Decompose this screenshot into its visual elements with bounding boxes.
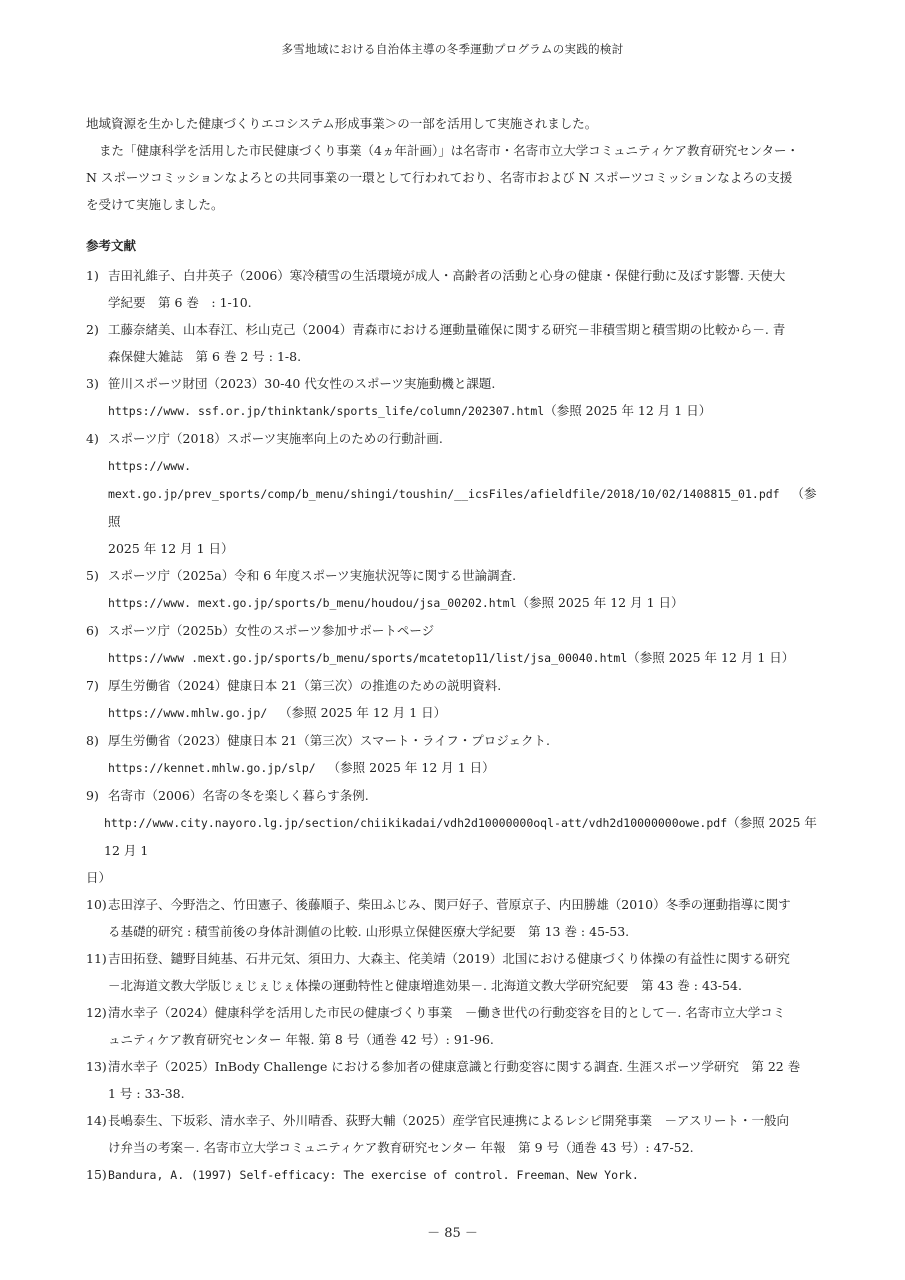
reference-5 [86, 562, 826, 617]
reference-text-cont: け弁当の考案－. 名寄市立大学コミュニティケア教育研究センター 年報 第 9 号（通巻 43 号）: 47-52. [108, 1140, 694, 1155]
reference-text: 長嶋泰生、下坂彩、清水幸子、外川晴香、荻野大輔（2025）産学官民連携によるレシピ開発事業 －アスリート・一般向 [108, 1113, 790, 1128]
reference-9 [86, 782, 826, 891]
paragraph-2-line-1: また「健康科学を活用した市民健康づくり事業（4ヵ年計画）」は名寄市・名寄市立大学コミュニティケア教育研究センター・ [99, 143, 799, 158]
page-number: － 85 － [427, 1226, 478, 1241]
reference-number: 13) [86, 1059, 107, 1074]
reference-number: 4) [86, 431, 99, 446]
reference-text-cont: 学紀要 第 6 巻 : 1-10. [108, 295, 252, 310]
references-heading: 参考文献 [86, 238, 137, 253]
reference-text: 笹川スポーツ財団（2023）30-40 代女性のスポーツ実施動機と課題. [108, 376, 496, 391]
paragraph-2-line-3: を受けて実施しました。 [86, 197, 224, 212]
reference-text-cont: 1 号 : 33-38. [108, 1086, 185, 1101]
reference-url[interactable]: https://www. mext.go.jp/sports/b_menu/houdou/jsa_00202.html [108, 596, 517, 610]
reference-text: 工藤奈緒美、山本春江、杉山克己（2004）青森市における運動量確保に関する研究－非積雪期と積雪期の比較から－. 青 [108, 322, 786, 337]
reference-3 [86, 370, 826, 425]
reference-number: 1) [86, 268, 99, 283]
reference-14 [86, 1107, 826, 1161]
body-text [86, 110, 826, 218]
running-header: 多雪地域における自治体主導の冬季運動プログラムの実践的検討 [281, 42, 624, 56]
reference-text: スポーツ庁（2025a）令和 6 年度スポーツ実施状況等に関する世論調査. [108, 568, 517, 583]
reference-number: 2) [86, 322, 99, 337]
reference-2 [86, 316, 826, 370]
reference-15 [86, 1161, 826, 1189]
reference-number: 5) [86, 568, 99, 583]
reference-access-date: （参照 2025 年 12 月 1 [104, 815, 817, 858]
reference-text: 厚生労働省（2023）健康日本 21（第三次）スマート・ライフ・プロジェクト. [108, 733, 550, 748]
reference-number: 8) [86, 733, 99, 748]
reference-text-cont: 森保健大雑誌 第 6 巻 2 号 : 1-8. [108, 349, 302, 364]
reference-url[interactable]: http://www.city.nayoro.lg.jp/section/chiikikadai/vdh2d10000000oql-att/vdh2d10000000owe.pdf [104, 816, 728, 830]
reference-url[interactable]: https://www. ssf.or.jp/thinktank/sports_life/column/202307.html [108, 404, 545, 418]
reference-text: 吉田拓登、鑓野目純基、石井元気、須田力、大森主、侘美靖（2019）北国における健康づくり体操の有益性に関する研究 [108, 951, 790, 966]
reference-number: 14) [86, 1113, 107, 1128]
reference-text: 名寄市（2006）名寄の冬を楽しく暮らす条例. [108, 788, 369, 803]
reference-url[interactable]: https://www. [108, 459, 192, 473]
reference-url[interactable]: https://www.mhlw.go.jp/ [108, 706, 268, 720]
reference-access-date: （参照 2025 年 12 月 1 日） [279, 705, 447, 720]
reference-text: スポーツ庁（2025b）女性のスポーツ参加サポートページ [108, 623, 435, 638]
reference-url-cont[interactable]: mext.go.jp/prev_sports/comp/b_menu/shingi/toushin/__icsFiles/afieldfile/2018/10/02/1408815_01.pdf [108, 487, 780, 501]
reference-6 [86, 617, 826, 672]
reference-7 [86, 672, 826, 727]
reference-number: 11) [86, 951, 107, 966]
reference-access-date: （参照 2025 年 12 月 1 日） [627, 650, 795, 665]
reference-11 [86, 945, 826, 999]
reference-number: 10) [86, 897, 107, 912]
reference-number: 6) [86, 623, 99, 638]
reference-access-date: （参照 [108, 486, 817, 529]
reference-number: 7) [86, 678, 99, 693]
reference-url[interactable]: https://www .mext.go.jp/sports/b_menu/sports/mcatetop11/list/jsa_00040.html [108, 651, 628, 665]
reference-list [86, 262, 826, 1189]
reference-13 [86, 1053, 826, 1107]
reference-8 [86, 727, 826, 782]
reference-access-date-cont: 日） [86, 870, 112, 885]
reference-access-date: （参照 2025 年 12 月 1 日） [327, 760, 495, 775]
reference-number: 15) [86, 1167, 107, 1182]
reference-1 [86, 262, 826, 316]
reference-access-date-cont: 2025 年 12 月 1 日） [108, 541, 234, 556]
reference-text-cont: ュニティケア教育研究センター 年報. 第 8 号（通巻 42 号）: 91-96. [108, 1032, 494, 1047]
reference-access-date: （参照 2025 年 12 月 1 日） [544, 403, 712, 418]
reference-number: 9) [86, 788, 99, 803]
reference-4 [86, 425, 826, 562]
reference-number: 3) [86, 376, 99, 391]
reference-text-cont: る基礎的研究 : 積雪前後の身体計測値の比較. 山形県立保健医療大学紀要 第 13 巻 : 45-53. [108, 924, 630, 939]
reference-text-cont: －北海道文教大学版じぇじぇじぇ体操の運動特性と健康増進効果－. 北海道文教大学研究紀要 第 43 巻 : 43-54. [108, 978, 742, 993]
reference-text: 清水幸子（2025）InBody Challenge における参加者の健康意識と行動変容に関する調査. 生涯スポーツ学研究 第 22 巻 [108, 1059, 801, 1074]
reference-12 [86, 999, 826, 1053]
paragraph-1: 地域資源を生かした健康づくりエコシステム形成事業＞の一部を活用して実施されました。 [86, 116, 598, 131]
reference-text: 清水幸子（2024）健康科学を活用した市民の健康づくり事業 －働き世代の行動変容を目的として－. 名寄市立大学コミ [108, 1005, 786, 1020]
reference-text: Bandura, A. (1997) Self-efficacy: The exercise of control. Freeman、New York. [108, 1168, 639, 1182]
reference-url[interactable]: https://kennet.mhlw.go.jp/slp/ [108, 761, 316, 775]
reference-access-date: （参照 2025 年 12 月 1 日） [516, 595, 684, 610]
reference-text: 志田淳子、今野浩之、竹田憲子、後藤順子、柴田ふじみ、関戸好子、菅原京子、内田勝雄（2010）冬季の運動指導に関す [108, 897, 791, 912]
paragraph-2-line-2: N スポーツコミッションなよろとの共同事業の一環として行われており、名寄市および N スポーツコミッションなよろの支援 [86, 170, 793, 185]
reference-text: 吉田礼維子、白井英子（2006）寒冷積雪の生活環境が成人・高齢者の活動と心身の健康・保健行動に及ぼす影響. 天使大 [108, 268, 786, 283]
reference-10 [86, 891, 826, 945]
reference-number: 12) [86, 1005, 107, 1020]
reference-text: 厚生労働省（2024）健康日本 21（第三次）の推進のための説明資料. [108, 678, 502, 693]
reference-text: スポーツ庁（2018）スポーツ実施率向上のための行動計画. [108, 431, 443, 446]
